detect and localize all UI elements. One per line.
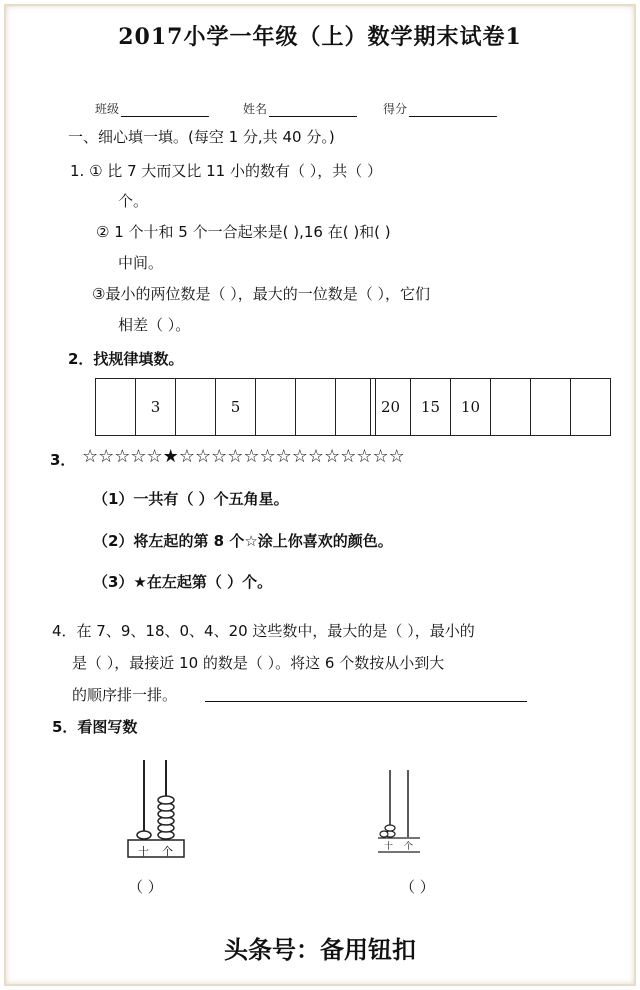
q1-2-line1: ② 1 个十和 5 个一合起来是( ),16 在( )和( ) (96, 223, 391, 241)
q2-label: 2．找规律填数。 (68, 350, 184, 368)
seq2-cell[interactable]: 20 (371, 379, 411, 435)
seq1-cell[interactable] (96, 379, 136, 435)
abacus1-tens-label: 十 (138, 845, 149, 858)
seq2-cell[interactable]: 10 (451, 379, 491, 435)
seq1-cell[interactable]: 5 (216, 379, 256, 435)
q1-1-line1: 1. ① 比 7 大而又比 11 小的数有（ ），共（ ） (70, 162, 383, 180)
class-label: 班级 (95, 102, 120, 116)
q5-answer-2[interactable]: （ ） (400, 878, 435, 896)
q4-line3: 的顺序排一排。 (72, 686, 178, 704)
page-title: 2017小学一年级（上）数学期末试卷1 (118, 24, 522, 50)
section1-heading: 一、细心填一填。(每空 1 分,共 40 分。) (68, 128, 335, 146)
seq1-cell[interactable]: 3 (136, 379, 176, 435)
q3-sub2: （2）将左起的第 8 个☆涂上你喜欢的颜色。 (93, 532, 393, 550)
name-blank[interactable] (269, 102, 357, 117)
abacus-2 (370, 765, 430, 860)
abacus2-ones-label: 个 (404, 842, 414, 852)
q1-3-line1: ③最小的两位数是（ ），最大的一位数是（ ），它们 (92, 285, 430, 303)
seq2-cell[interactable] (491, 379, 531, 435)
score-label: 得分 (383, 102, 408, 116)
q4-answer-line[interactable] (205, 701, 527, 702)
q3-label: 3． (50, 451, 76, 469)
seq2-cell[interactable] (571, 379, 610, 435)
abacus-1 (120, 755, 200, 865)
sequence-box-2 (370, 378, 611, 436)
abacus2-tens-label: 十 (384, 842, 394, 852)
footer-watermark: 头条号：备用钮扣 (224, 936, 416, 964)
name-label: 姓名 (243, 102, 268, 116)
q1-1-line2: 个。 (118, 192, 149, 210)
class-blank[interactable] (121, 102, 209, 117)
name-field[interactable] (243, 100, 357, 117)
seq2-cell[interactable]: 15 (411, 379, 451, 435)
class-field[interactable] (95, 100, 209, 117)
q1-3-line2: 相差（ ）。 (118, 316, 191, 334)
seq1-cell[interactable] (176, 379, 216, 435)
q4-line2: 是（ ），最接近 10 的数是（ ）。将这 6 个数按从小到大 (72, 654, 445, 672)
q3-sub3: （3）★在左起第（ ）个。 (93, 573, 273, 591)
star-row: ☆☆☆☆☆★☆☆☆☆☆☆☆☆☆☆☆☆☆☆ (82, 446, 405, 467)
seq2-cell[interactable] (531, 379, 571, 435)
q1-2-line2: 中间。 (118, 254, 164, 272)
abacus1-ones-label: 个 (162, 845, 173, 858)
seq1-cell[interactable] (256, 379, 296, 435)
score-blank[interactable] (409, 102, 497, 117)
sequence-box-1 (95, 378, 376, 436)
q4-line1: 4．在 7、9、18、0、4、20 这些数中，最大的是（ ），最小的 (52, 622, 475, 640)
q5-answer-1[interactable]: （ ） (128, 878, 163, 896)
q5-label: 5．看图写数 (52, 718, 138, 736)
q3-sub1: （1）一共有（ ）个五角星。 (93, 490, 289, 508)
seq1-cell[interactable] (296, 379, 336, 435)
score-field[interactable] (383, 100, 497, 117)
